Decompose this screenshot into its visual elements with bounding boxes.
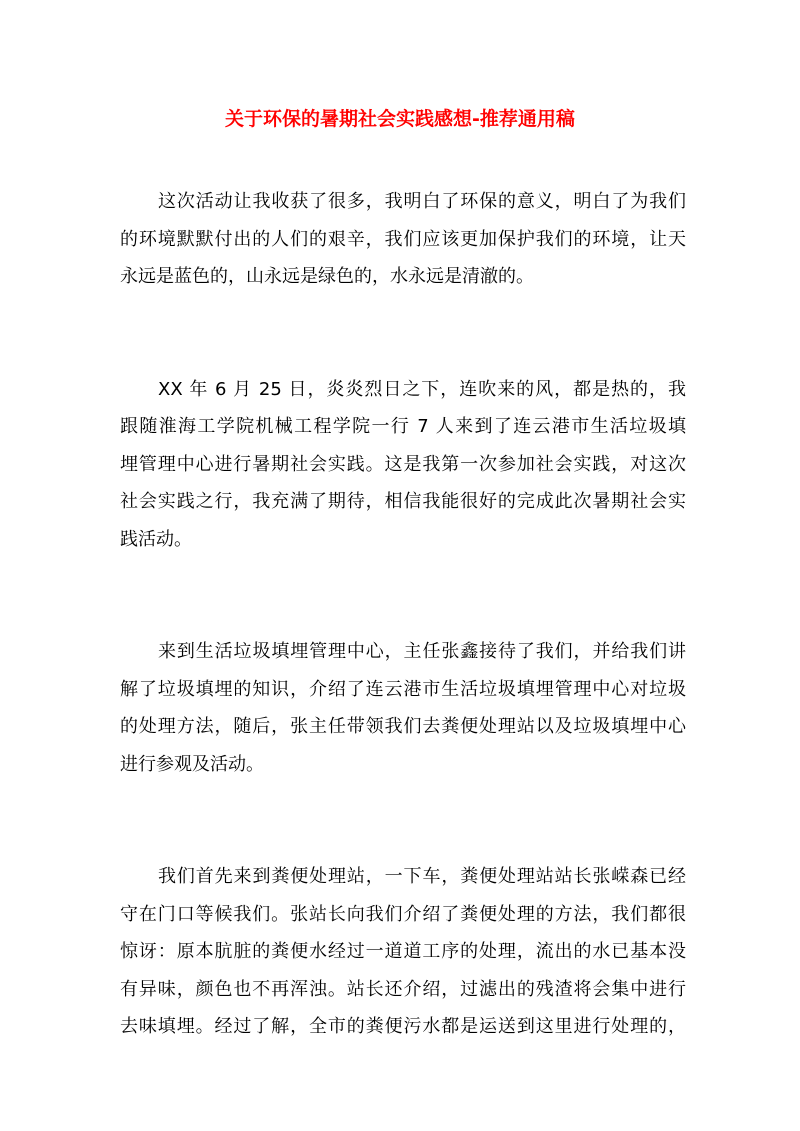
paragraph-1 (120, 183, 686, 296)
paragraph-line: 进行参观及活动。 (120, 753, 264, 775)
document-body (120, 183, 686, 1121)
paragraph-line: 去味填埋。经过了解，全市的粪便污水都是运送到这里进行处理的， (120, 1016, 686, 1037)
paragraph-line: 永远是蓝色的，山永远是绿色的，水永远是清澈的。 (120, 266, 534, 287)
paragraph-line: 惊讶：原本肮脏的粪便水经过一道道工序的处理，流出的水已基本没 (120, 941, 686, 962)
paragraph-line: XX 年 6 月 25 日，炎炎烈日之下，连吹来的风，都是热的，我 (158, 378, 686, 400)
paragraph-line: 的环境默默付出的人们的艰辛，我们应该更加保护我们的环境，让天 (120, 228, 686, 250)
paragraph-line: 我们首先来到粪便处理站，一下车，粪便处理站站长张嵘森已经 (158, 866, 686, 887)
paragraph-3 (120, 633, 686, 783)
paragraph-line: 埋管理中心进行暑期社会实践。这是我第一次参加社会实践，对这次 (120, 453, 686, 475)
paragraph-line: 有异味，颜色也不再浑浊。站长还介绍，过滤出的残渣将会集中进行 (120, 978, 686, 1000)
paragraph-line: 解了垃圾填埋的知识，介绍了连云港市生活垃圾填埋管理中心对垃圾 (120, 678, 686, 700)
paragraph-line: 社会实践之行，我充满了期待，相信我能很好的完成此次暑期社会实 (120, 491, 686, 512)
paragraph-line: 践活动。 (120, 528, 192, 550)
paragraph-4 (120, 858, 686, 1046)
paragraph-line: 跟随淮海工学院机械工程学院一行 7 人来到了连云港市生活垃圾填 (120, 416, 686, 437)
paragraph-line: 守在门口等候我们。张站长向我们介绍了粪便处理的方法，我们都很 (120, 903, 686, 925)
paragraph-2 (120, 371, 686, 559)
paragraph-line: 的处理方法，随后，张主任带领我们去粪便处理站以及垃圾填埋中心 (120, 716, 686, 737)
paragraph-line: 这次活动让我收获了很多，我明白了环保的意义，明白了为我们 (158, 191, 686, 212)
document-title: 关于环保的暑期社会实践感想-推荐通用稿 (225, 108, 575, 130)
paragraph-line: 来到生活垃圾填埋管理中心，主任张鑫接待了我们，并给我们讲 (158, 641, 686, 662)
